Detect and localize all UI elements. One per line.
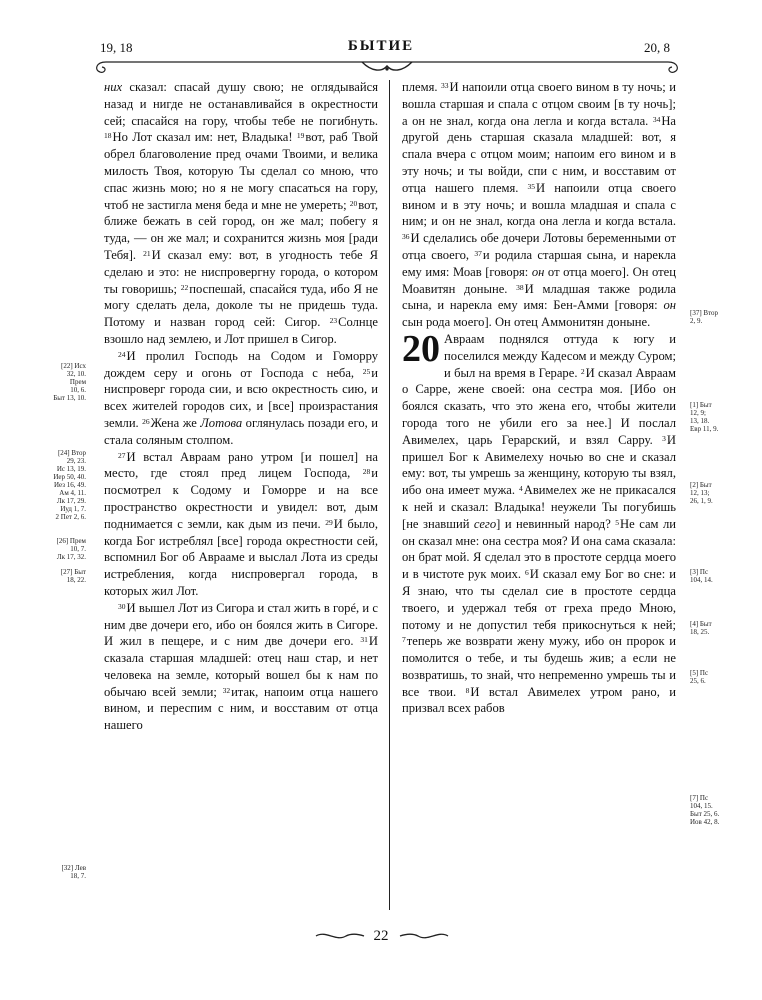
- right-column-paragraph: [402, 79, 676, 331]
- verse-number: 3: [662, 433, 666, 443]
- cross-reference-line: 26, 1, 9.: [690, 497, 713, 505]
- cross-reference-label: [5] Пс: [690, 669, 709, 677]
- verse-number: 28: [362, 467, 371, 477]
- verse-text: И сказала старшая младшей: отец наш стар, и нет человека на земле, который вошел бы к нам по обычаю всей земли;: [104, 634, 378, 699]
- verse-text: И пролил Господь на Содом и Гоморру дождем серу и огонь от Господа с неба,: [104, 348, 378, 380]
- cross-reference-line: Ам 4, 11.: [59, 489, 86, 497]
- verse-text: И младшая также родила сына, и нарекла ему имя: Бен-Амми [говоря:: [402, 281, 676, 313]
- verse-number: 2: [580, 366, 585, 376]
- verse-number: 33: [441, 81, 449, 90]
- cross-reference-label: [24] Втор: [57, 449, 86, 457]
- cross-reference-line: 10, 7.: [70, 545, 86, 553]
- verse-text: Авимелех же не прикасался к ней и сказал: Владыка! неужели Ты погубишь [не знавший: [402, 483, 676, 531]
- verse-number: 25: [362, 366, 371, 376]
- cross-reference-line: 18, 7.: [70, 872, 86, 880]
- verse-text: И было, когда Бог истреблял [все] города окрестности сей, вспомнил Бог об Аврааме и выслал Лота из среды истребления, когда ниспровергал города, в которых жил Лот.: [104, 516, 378, 598]
- verse-text: На другой день старшая сказала младшей: вот, я спала вчера с отцом моим; напоим его вином и в эту ночь; и ты войди, спи с ним, и восставим от отца нашего племя.: [402, 113, 676, 195]
- cross-reference: [690, 620, 742, 636]
- cross-reference-line: 10, 6.: [70, 386, 86, 394]
- verse-text: вот, ближе бежать в сей город, он же мал; побегу я туда, — он же мал; и сохранится жизнь моя [ради Тебя].: [104, 197, 378, 262]
- verse-number: 34: [652, 114, 661, 124]
- verse-number: 23: [329, 316, 338, 326]
- verse-number: 6: [525, 568, 529, 578]
- verse-number: 7: [402, 635, 406, 645]
- cross-reference-label: [7] Пс: [690, 794, 709, 802]
- cross-reference: [40, 362, 86, 402]
- cross-reference-line: 18, 25.: [690, 628, 710, 636]
- book-title: БЫТИЕ: [347, 38, 415, 54]
- verse-number: 38: [516, 282, 524, 292]
- left-column-paragraph: [104, 348, 378, 449]
- cross-reference: [40, 864, 86, 880]
- cross-reference-line: 18, 22.: [66, 576, 86, 584]
- verse-number: 24: [118, 349, 126, 359]
- cross-reference-line: 12, 9;: [690, 409, 706, 417]
- verse-number: 32: [222, 685, 231, 695]
- verse-number: 4: [519, 484, 523, 494]
- verse-number: 29: [325, 517, 333, 527]
- verse-text: и родила старшая сына, и нарекла ему имя: Моав [говоря:: [402, 247, 676, 279]
- verse-number: 27: [118, 450, 126, 460]
- cross-reference: [40, 449, 86, 521]
- verse-text: и ниспроверг города сии, и всю окрестность сию, и всех жителей городов сих, и [все] произрастания земли.: [104, 365, 378, 430]
- cross-reference-label: [22] Исх: [61, 362, 86, 370]
- cross-reference-line: 104, 15.: [690, 802, 713, 810]
- verse-number: 21: [143, 248, 151, 258]
- verse-text: Авраам поднялся оттуда к югу и поселился между Кадесом и между Суром; и был на время в Гераре.: [444, 331, 676, 380]
- cross-reference-line: Лк 17, 32.: [56, 553, 86, 561]
- cross-reference-line: 25, 6.: [690, 677, 706, 685]
- verse-text: И встал Авимелех утром рано, и призвал всех рабов: [402, 684, 676, 716]
- cross-reference: [690, 309, 742, 325]
- verse-number: 35: [527, 181, 536, 191]
- italic-text: он: [531, 264, 545, 279]
- cross-reference-line: 32, 10.: [66, 370, 86, 378]
- verse-text: оглянулась позади его, и стала соляным столпом.: [104, 415, 378, 447]
- cross-reference-line: Иер 50, 40.: [53, 473, 86, 481]
- verse-text: И сказал ему Бог во сне: и Я знаю, что ты сделал сие в простоте сердца твоего, и удержал тебя от греха предо Мною, потому и не допустил тебя прикоснуться к ней;: [402, 567, 676, 632]
- verse-text: И напоили отца своего вином в ту ночь; и вошла старшая и спала с отцом своим [в ту ночь]; а он не знал, когда она легла и когда встала.: [402, 80, 676, 128]
- header-left-ref: 19, 18: [100, 40, 133, 55]
- verse-text: И пришел Бог к Авимелеху ночью во сне и сказал ему: вот, ты умрешь за женщину, которую ты взял, ибо она имеет мужа.: [402, 432, 676, 498]
- page-number: 22: [373, 928, 389, 944]
- verse-number: 22: [180, 282, 189, 292]
- right-column-text: [402, 79, 676, 717]
- cross-reference-line: Быт 13, 10.: [53, 394, 86, 402]
- verse-text: И вышел Лот из Сигора и стал жить в горé, и с ним две дочери его, ибо он боялся жить в Сигоре. И жил в пещере, и с ним две дочери его.: [104, 600, 378, 649]
- left-column-text: [104, 79, 378, 734]
- cross-reference-line: Иез 16, 49.: [53, 481, 86, 489]
- verse-number: 8: [465, 685, 470, 695]
- italic-text: сего: [473, 516, 497, 531]
- verse-number: 37: [474, 248, 482, 258]
- column-divider: [389, 80, 390, 910]
- verse-text: и посмотрел к Содому и Гоморре и на все пространство окрестности и увидел: вот, дым поднимается с земли, как дым из печи.: [104, 466, 378, 531]
- verse-text: И напоили отца своего вином и в эту ночь; и вошла младшая и спала с ним; и он не знал, когда она легла и когда встала.: [402, 180, 676, 229]
- cross-reference-label: [27] Быт: [60, 568, 86, 576]
- cross-reference-line: 29, 23.: [66, 457, 86, 465]
- header-right-ref: 20, 8: [644, 40, 670, 55]
- cross-reference-line: Ис 13, 19.: [56, 465, 86, 473]
- verse-number: 26: [142, 416, 150, 426]
- cross-reference-label: [4] Быт: [690, 620, 712, 628]
- cross-reference-line: 2 Пет 2, 6.: [55, 513, 86, 521]
- cross-reference: [690, 401, 742, 433]
- italic-text: он: [663, 298, 676, 313]
- verse-text: от отца моего]. Он отец Моавитян доныне.: [402, 264, 677, 296]
- cross-reference-label: [37] Втор: [690, 309, 719, 317]
- verse-text: Жена же: [150, 415, 201, 430]
- left-column-paragraph: [104, 449, 378, 600]
- verse-text: сын рода моего]. Он отец Аммонитян доныне.: [402, 315, 651, 330]
- cross-reference-label: [3] Пс: [690, 568, 709, 576]
- cross-reference: [690, 568, 742, 584]
- italic-text: Лотова: [200, 415, 243, 430]
- cross-reference-line: 104, 14.: [690, 576, 713, 584]
- left-column-paragraph: [104, 79, 378, 348]
- cross-reference: [40, 568, 86, 584]
- verse-text: вот, раб Твой обрел благоволение пред очами Твоими, и велика милость Твоя, которую Ты сделал со мною, что спас жизнь мою; но я не могу спасаться на гору, чтоб не застигла меня беда и мне не умереть;: [104, 130, 378, 212]
- cross-reference-line: Евр 11, 9.: [690, 425, 719, 433]
- verse-text: поспешай, спасайся туда, ибо Я не могу сделать дела, доколе ты не придешь туда. Потому и назван город сей: Сигор.: [104, 281, 378, 330]
- verse-text: И встал Авраам рано утром [и пошел] на место, где стоял пред лицем Господа,: [104, 449, 378, 481]
- cross-reference-label: [2] Быт: [690, 481, 712, 489]
- right-column-paragraph: [402, 327, 677, 717]
- italic-text: них: [104, 80, 123, 94]
- cross-reference: [690, 794, 742, 826]
- cross-reference: [690, 669, 742, 685]
- cross-reference-line: 13, 18.: [690, 417, 710, 425]
- verse-number: 5: [615, 517, 620, 527]
- cross-reference-label: [26] Прем: [56, 537, 86, 545]
- cross-reference-line: Быт 25, 6.: [690, 810, 720, 818]
- cross-reference-label: [32] Лев: [61, 864, 86, 872]
- left-column-paragraph: [104, 600, 378, 734]
- cross-reference-label: [1] Быт: [690, 401, 712, 409]
- verse-text: ] и невинный народ?: [496, 516, 616, 531]
- cross-reference-line: 2, 9.: [690, 317, 703, 325]
- verse-text: племя.: [402, 80, 441, 94]
- verse-text: Солнце взошло над землею, и Лот пришел в Сигор.: [104, 315, 378, 346]
- verse-text: И сказал ему: вот, в угодность тебе Я сделаю и это: не ниспровергну города, о котором ты говоришь;: [104, 247, 378, 296]
- cross-reference: [690, 481, 742, 505]
- verse-text: Не сам ли он сказал мне: она сестра моя? И она сама сказала: он брат мой. Я сделал это в простоте сердца моего и в чистоте рук моих.: [402, 516, 677, 582]
- chapter-number: 20: [402, 327, 440, 370]
- cross-reference-line: Иов 42, 8.: [690, 818, 720, 826]
- verse-number: 18: [104, 131, 112, 141]
- verse-number: 31: [360, 635, 368, 645]
- verse-number: 20: [349, 198, 358, 208]
- verse-text: итак, напоим отца нашего вином, и переспим с ним, и восставим от отца нашего: [104, 684, 379, 733]
- verse-text: теперь же возврати жену мужу, ибо он пророк и помолится о тебе, и ты будешь жив; а если не возвратишь, то знай, что непременно умрешь ты и все твои.: [402, 634, 676, 699]
- verse-text: И сказал Авраам о Сарре, жене своей: она сестра моя. [Ибо он боялся сказать, что это жена его, чтобы жители города того не убили его за нее.] И послал Авимелех, царь Герарский, и взял Сарру.: [402, 365, 676, 447]
- cross-reference-line: 12, 13;: [690, 489, 710, 497]
- verse-number: 19: [296, 131, 305, 141]
- cross-reference-line: Лк 17, 29.: [56, 497, 86, 505]
- cross-reference: [40, 537, 86, 561]
- verse-number: 30: [118, 601, 126, 611]
- verse-number: 36: [402, 232, 410, 242]
- cross-reference-line: Прем: [69, 378, 86, 386]
- verse-text: Но Лот сказал им: нет, Владыка!: [112, 130, 297, 145]
- header-ornament-icon: [92, 56, 682, 78]
- verse-text: сказал: спасай душу свою; не оглядывайся назад и нигде не останавливайся в окрестности сей; спасайся на гору, чтобы тебе не погибнуть.: [104, 80, 378, 128]
- verse-text: И сделались обе дочери Лотовы беременными от отца своего,: [402, 231, 676, 262]
- cross-reference-line: Иуд 1, 7.: [60, 505, 86, 513]
